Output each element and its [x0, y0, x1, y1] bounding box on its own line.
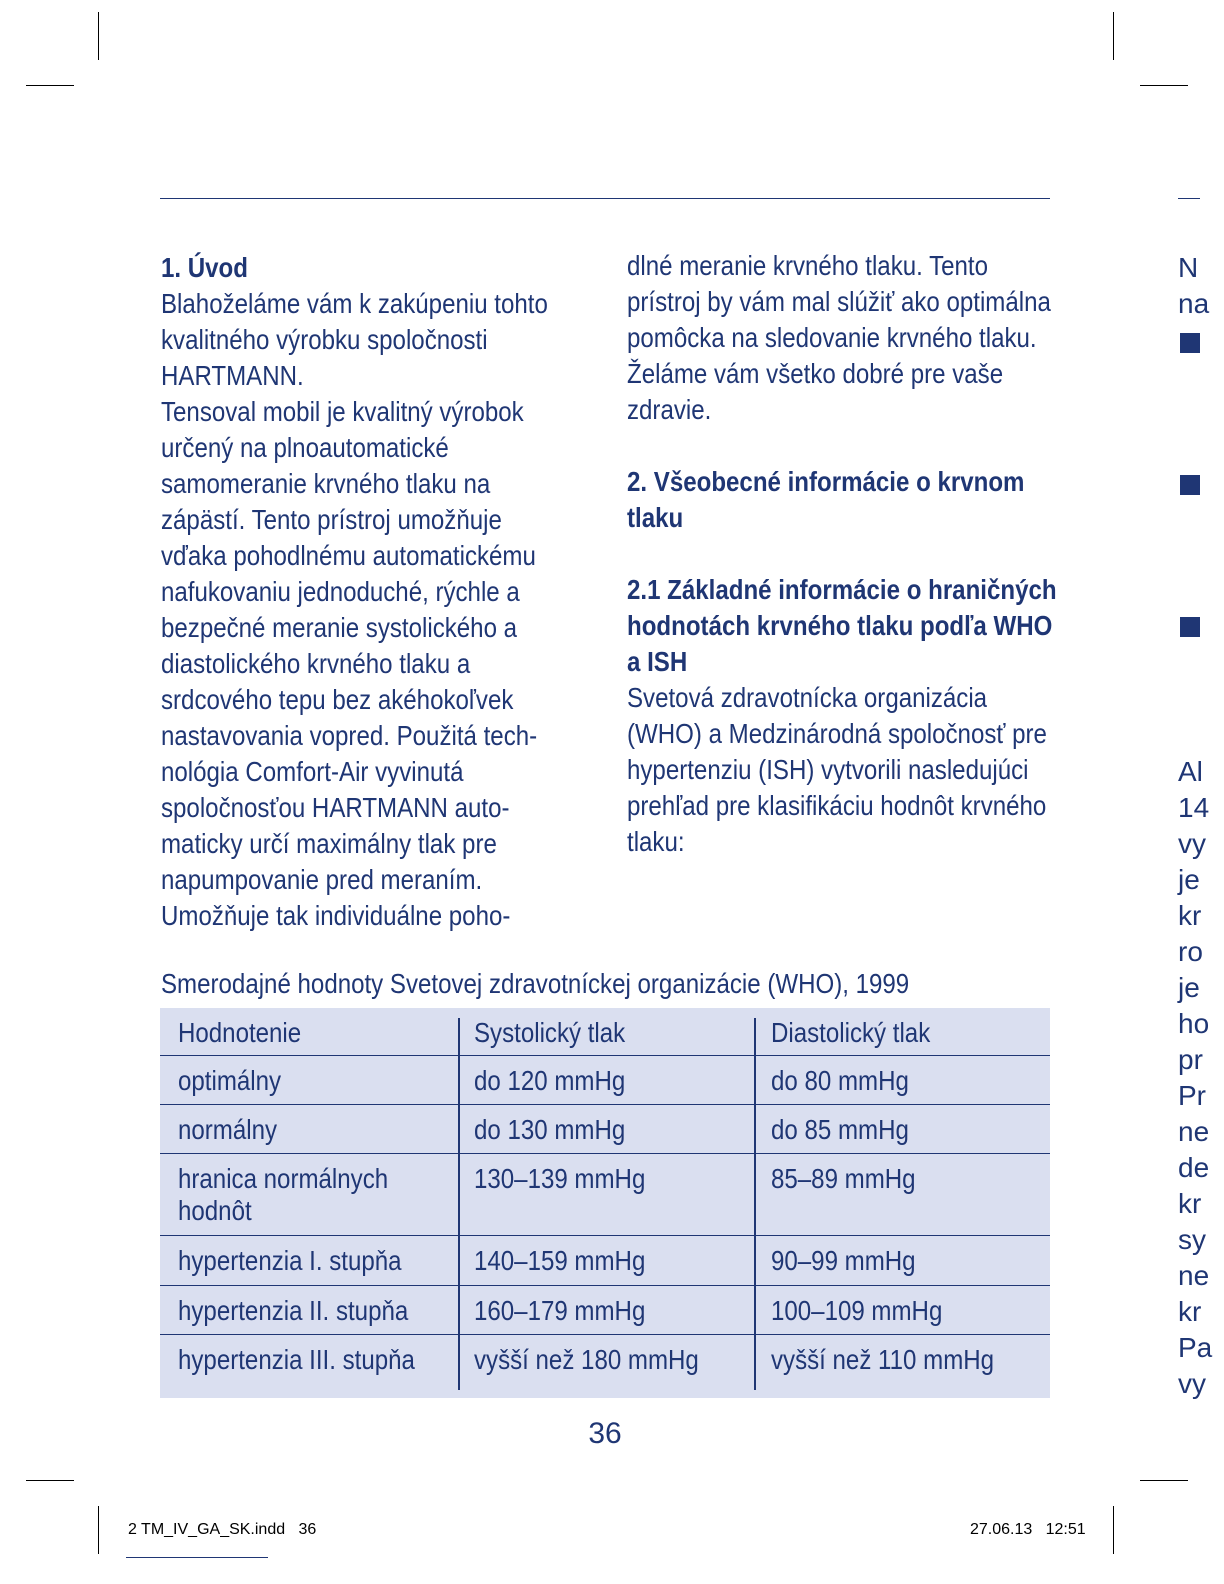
- table-header-cell: Hodnotenie: [178, 1017, 302, 1048]
- table-cell: hypertenzia II. stupňa: [178, 1295, 409, 1326]
- table-row: [160, 1286, 1050, 1335]
- table-cell: hypertenzia I. stupňa: [178, 1245, 402, 1276]
- header-rule: [160, 198, 1050, 199]
- column-right: [627, 248, 1057, 860]
- who-ish-paragraph: Svetová zdravotnícka organizácia (WHO) a Medzinárodná spoločnosť pre hypertenziu (ISH) vytvorili nasledujúci prehľad pre klasifikáciu hodnôt krvného tlaku:: [627, 682, 1047, 857]
- edge-text: vy: [1178, 1368, 1206, 1399]
- table-cell: do 85 mmHg: [771, 1114, 909, 1145]
- column-left: [161, 250, 548, 934]
- intro-paragraph-2: Tensoval mobil je kvalitný výrobok určený na plnoautomatické samomeranie krvného tlaku na zápästí. Tento prístroj umožňuje vďaka pohodlnému automatickému nafukovaniu jednoduché, rýchle a bezpečné meranie systolického a diastolického krvného tlaku a srdcového tepu bez akéhokoľvek nastavovania vopred. Použitá tech-nológia Comfort-Air vyvinutá spoločnosťou HARTMANN auto-maticky určí maximálny tlak pre napumpovanie pred meraním. Umožňuje tak individuálne poho-: [161, 396, 538, 931]
- edge-text: Al: [1178, 756, 1203, 787]
- edge-text: ro: [1178, 936, 1203, 967]
- edge-text: ne: [1178, 1260, 1210, 1291]
- table-row: [160, 1335, 1050, 1398]
- crop-mark: [1140, 85, 1188, 86]
- edge-text: de: [1178, 1152, 1210, 1183]
- table-cell: hranica normálnych hodnôt: [178, 1163, 389, 1226]
- bullet-square-icon: [1180, 333, 1200, 353]
- table-row: [160, 1105, 1050, 1154]
- table-cell: 160–179 mmHg: [474, 1295, 646, 1326]
- table-header-row: [160, 1008, 1050, 1056]
- table-cell: 130–139 mmHg: [474, 1163, 646, 1194]
- section-heading-general: 2. Všeobecné informácie o krvnom tlaku: [627, 466, 1025, 533]
- table-cell: 85–89 mmHg: [771, 1163, 916, 1194]
- table-column-divider: [754, 1018, 756, 1390]
- edge-text: je: [1178, 972, 1200, 1003]
- table-cell: 90–99 mmHg: [771, 1245, 916, 1276]
- table-row: [160, 1056, 1050, 1105]
- crop-mark: [1140, 1480, 1188, 1481]
- table-cell: normálny: [178, 1114, 278, 1145]
- bullet-square-icon: [1180, 617, 1200, 637]
- edge-text: ne: [1178, 1116, 1210, 1147]
- table-caption: Smerodajné hodnoty Svetovej zdravotníckej organizácie (WHO), 1999: [161, 968, 910, 999]
- crop-mark: [26, 85, 74, 86]
- table-cell: do 80 mmHg: [771, 1065, 909, 1096]
- edge-text: kr: [1178, 1188, 1202, 1219]
- subsection-heading-who-ish: 2.1 Základné informácie o hraničných hodnotách krvného tlaku podľa WHO a ISH: [627, 574, 1057, 677]
- edge-text: N: [1178, 252, 1199, 283]
- edge-text: Pa: [1178, 1332, 1213, 1363]
- edge-text: na: [1178, 288, 1210, 319]
- edge-text: kr: [1178, 900, 1202, 931]
- edge-text: Pr: [1178, 1080, 1206, 1111]
- crop-mark: [1113, 1506, 1114, 1554]
- table-header-cell: Diastolický tlak: [771, 1017, 931, 1048]
- table-cell: do 120 mmHg: [474, 1065, 626, 1096]
- crop-mark: [26, 1480, 74, 1481]
- edge-text: vy: [1178, 828, 1206, 859]
- table-column-divider: [458, 1018, 460, 1390]
- table-header-cell: Systolický tlak: [474, 1017, 626, 1048]
- edge-text: ho: [1178, 1008, 1210, 1039]
- table-cell: hypertenzia III. stupňa: [178, 1344, 415, 1375]
- intro-paragraph-continued: dlné meranie krvného tlaku. Tento prístroj by vám mal slúžiť ako optimálna pomôcka na sledovanie krvného tlaku. Želáme vám všetko dobré pre vaše zdravie.: [627, 250, 1051, 425]
- table-cell: 140–159 mmHg: [474, 1245, 646, 1276]
- section-heading-intro: 1. Úvod: [161, 252, 248, 283]
- footer-file-info: 2 TM_IV_GA_SK.indd 36: [128, 1521, 317, 1538]
- next-page-edge-top: [1178, 250, 1210, 322]
- footer-rule: [126, 1557, 268, 1558]
- bp-classification-table: [160, 1008, 1050, 1398]
- next-page-edge-bottom: [1178, 754, 1213, 1402]
- table-cell: optimálny: [178, 1065, 282, 1096]
- crop-mark: [1113, 12, 1114, 60]
- crop-mark: [98, 1506, 99, 1554]
- table-cell: 100–109 mmHg: [771, 1295, 943, 1326]
- table-cell: do 130 mmHg: [474, 1114, 626, 1145]
- edge-text: sy: [1178, 1224, 1206, 1255]
- table-cell: vyšší než 180 mmHg: [474, 1344, 699, 1375]
- table-row: [160, 1236, 1050, 1286]
- intro-paragraph-1: Blahoželáme vám k zakúpeniu tohto kvalitného výrobku spoločnosti HARTMANN.: [161, 288, 548, 391]
- edge-text: je: [1178, 864, 1200, 895]
- footer-timestamp: 27.06.13 12:51: [970, 1521, 1086, 1538]
- table-cell: vyšší než 110 mmHg: [771, 1344, 995, 1375]
- page-number: 36: [588, 1417, 622, 1450]
- header-rule-next-page: [1178, 198, 1200, 199]
- table-row: [160, 1154, 1050, 1236]
- edge-text: pr: [1178, 1044, 1203, 1075]
- crop-mark: [98, 12, 99, 60]
- edge-text: kr: [1178, 1296, 1202, 1327]
- edge-text: 14: [1178, 792, 1210, 823]
- bullet-square-icon: [1180, 475, 1200, 495]
